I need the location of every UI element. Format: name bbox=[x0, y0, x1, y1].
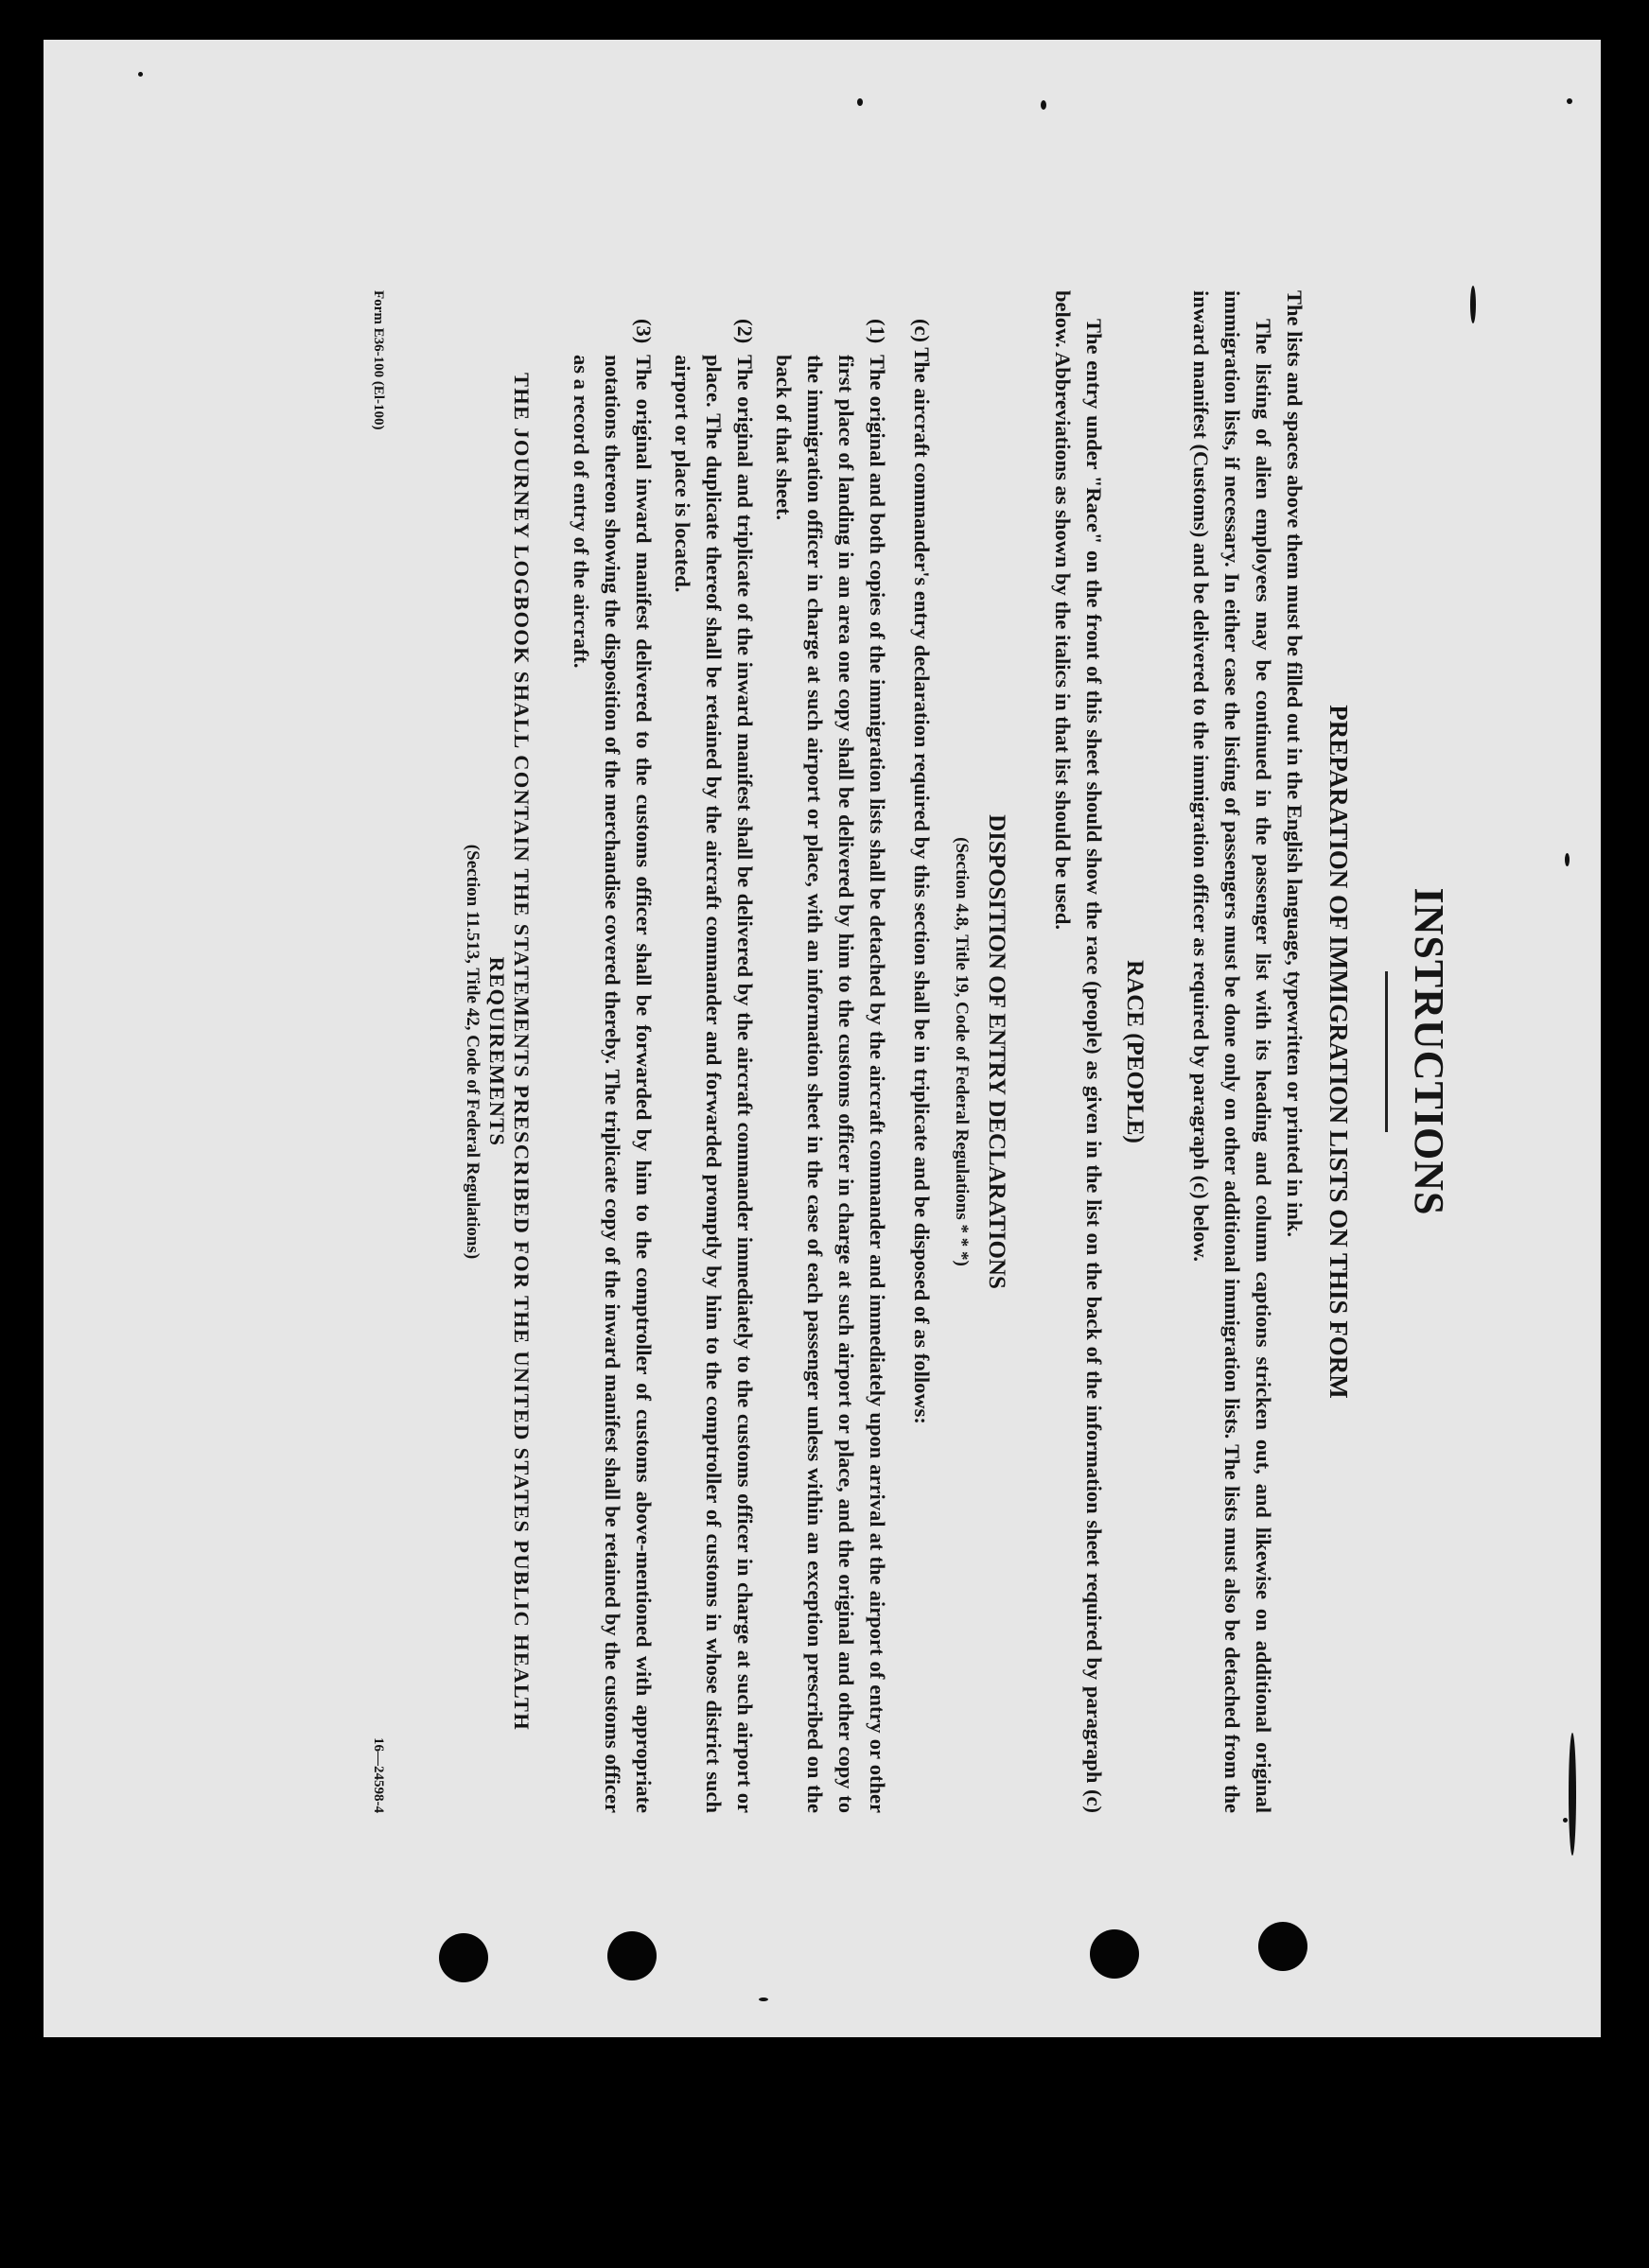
ink-speck bbox=[1563, 1818, 1568, 1823]
journey-citation: (Section 11.513, Title 42, Code of Federal Regulations) bbox=[463, 844, 482, 1260]
race-paragraph: The entry under "Race" on the front of this sheet should show the race (people) as given in the list on the back of the information sheet required by paragraph (c) below. Abbreviations as shown by the italics in that list should be used. bbox=[1051, 290, 1106, 1813]
disposition-intro: (c) The aircraft commander's entry declaration required by this section shall be in triplicate and be disposed of as follows: bbox=[910, 319, 934, 1424]
disposition-citation: (Section 4.8, Title 19, Code of Federal Regulations * * *) bbox=[952, 837, 972, 1266]
disposition-list bbox=[566, 290, 893, 1813]
print-code: 16—24598-4 bbox=[371, 1737, 386, 1813]
instructions-column bbox=[370, 290, 1453, 1813]
page-title: INSTRUCTIONS bbox=[1406, 887, 1452, 1216]
ink-speck bbox=[1567, 98, 1572, 104]
list-item bbox=[667, 319, 761, 1813]
title-underline bbox=[1385, 971, 1388, 1132]
journey-statement: THE JOURNEY LOGBOOK SHALL CONTAIN THE STATEMENTS PRESCRIBED FOR THE UNITED STATES PUBLIC HEALTH REQUIREMENTS bbox=[485, 372, 534, 1732]
list-item bbox=[566, 319, 659, 1813]
footer bbox=[370, 290, 386, 1813]
list-item-text: The original and both copies of the immigration lists shall be detached by the aircraft commander and immediately upon arrival at the airport of entry or other first place of landing in an area one copy shall be delivered by him to the customs officer in charge at such airport or place, and the original and other copy to the immigration officer in charge at such airport or place, with an information sheet in the case of each passenger unless within an exception prescribed on the back of that sheet. bbox=[772, 355, 889, 1813]
list-item-number: (2) bbox=[733, 319, 757, 344]
ink-speck bbox=[1565, 853, 1570, 866]
list-item bbox=[768, 319, 893, 1813]
list-item-number: (3) bbox=[632, 319, 656, 344]
form-number: Form E36-100 (El-100) bbox=[371, 290, 386, 430]
list-item-text: The original inward manifest delivered to the customs officer shall be forwarded by him to the comptroller of customs above-mentioned with appropriate notations thereon showing the disposition of the merchandise covered thereby. The triplicate copy of the inward manifest shall be retained by the customs officer as a record of entry of the aircraft. bbox=[570, 355, 656, 1813]
ink-speck bbox=[138, 72, 143, 77]
document-page bbox=[44, 40, 1601, 2037]
preparation-heading: PREPARATION OF IMMIGRATION LISTS ON THIS FORM bbox=[1324, 705, 1353, 1399]
list-item-text: The original and triplicate of the inward manifest shall be delivered by the aircraft commander immediately to the customs officer in charge at such airport or place. The duplicate thereof shall be retained by the aircraft commander and forwarded promptly by him to the comptroller of customs in whose district such airport or place is located. bbox=[671, 355, 757, 1813]
preparation-paragraph-2: The listing of alien employees may be continued in the passenger list with its heading and column captions stricken out, and likewise on additional original immigration lists, if necessary. In either case the listing of passengers must be done only on other additional immigration lists. The lists must also be detached from the inward manifest (Customs) and be delivered to the immigration officer as required by paragraph (c) below. bbox=[1189, 290, 1275, 1813]
preparation-paragraph-1: The lists and spaces above them must be filled out in the English language, typewritten or printed in ink. bbox=[1283, 290, 1307, 1237]
rotated-content bbox=[119, 101, 1510, 2002]
disposition-heading: DISPOSITION OF ENTRY DECLARATIONS bbox=[984, 814, 1009, 1289]
ink-speck bbox=[1569, 1733, 1576, 1856]
list-item-number: (1) bbox=[866, 319, 889, 344]
race-heading: RACE (PEOPLE) bbox=[1122, 960, 1148, 1143]
